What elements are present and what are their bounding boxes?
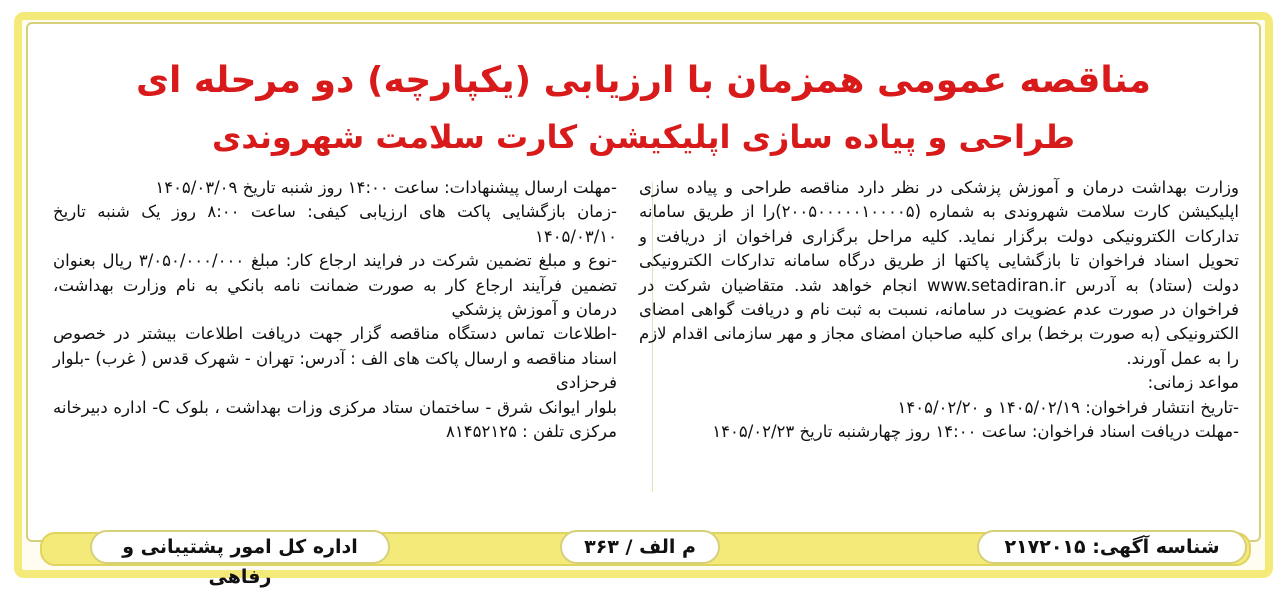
ad-id-badge: شناسه آگهی: ۲۱۷۲۰۱۵ <box>977 530 1247 564</box>
intro-paragraph: وزارت بهداشت درمان و آموزش پزشکی در نظر دارد مناقصه طراحی و پیاده سازی اپلیکیشن کارت سلامت شهروندی به شماره (۲۰۰۵۰۰۰۰۰۱۰۰۰۰۵)را از طریق سامانه تدارکات الکترونیکی دولت برگزار نماید. کلیه مراحل برگزاری فراخوان از دریافت و تحویل اسناد فراخوان تا بازگشایی پاکتها از طریق درگاه سامانه تدارکات الکترونیکی دولت (ستاد) به آدرس www.setadiran.ir انجام خواهد شد. متقاضیان شرکت در فراخوان در صورت عدم عضویت در سامانه، نسبت به ثبت نام و دریافت گواهی امضای الکترونیکی (به صورت برخط) برای کلیه صاحبان امضای مجاز و مهر سازمانی اقدام لازم را به عمل آورند. <box>639 178 1239 368</box>
documents-deadline: -مهلت دریافت اسناد فراخوان: ساعت ۱۴:۰۰ روز چهارشنبه تاریخ ۱۴۰۵/۰۲/۲۳ <box>712 422 1239 442</box>
guarantee-info: -نوع و مبلغ تضمین شرکت در فرایند ارجاع کار: مبلغ ۳/۰۵۰/۰۰۰/۰۰۰ ریال بعنوان تضمین فرآیند ارجاع کار به صورت ضمانت نامه بانکي به نام وزارت بهداشت، درمان و آموزش پزشکي <box>53 251 617 320</box>
footer-bar <box>40 532 1247 588</box>
opening-time: -زمان بازگشایی پاکت های ارزیابی کیفی: ساعت ۸:۰۰ روز یک شنبه تاریخ ۱۴۰۵/۰۳/۱۰ <box>53 202 617 246</box>
publish-date: -تاریخ انتشار فراخوان: ۱۴۰۵/۰۲/۱۹ و ۱۴۰۵/۰۲/۲۰ <box>897 397 1239 417</box>
code-badge: م الف / ۳۶۳ <box>560 530 720 564</box>
notice-title: مناقصه عمومی همزمان با ارزیابی (یکپارچه) دو مرحله ای <box>136 60 1151 101</box>
contact-info: -اطلاعات تماس دستگاه مناقصه گزار جهت دریافت اطلاعات بیشتر در خصوص اسناد مناقصه و ارسال پاکت های الف : آدرس: تهران - شهرک قدس ( غرب) -بلوار فرحزادی <box>53 324 617 393</box>
office-badge: اداره کل امور پشتیبانی و رفاهی <box>90 530 390 564</box>
right-column <box>639 176 1239 444</box>
notice-subtitle: طراحی و پیاده سازی اپلیکیشن کارت سلامت شهروندی <box>212 118 1075 156</box>
schedule-heading: مواعد زمانی: <box>1147 373 1239 393</box>
contact-address: بلوار ایوانک شرق - ساختمان ستاد مرکزی وزات بهداشت ، بلوک C- اداره دبیرخانه مرکزی تلفن : ۸۱۴۵۲۱۲۵ <box>53 397 618 442</box>
left-column <box>53 176 617 444</box>
submission-deadline: -مهلت ارسال پیشنهادات: ساعت ۱۴:۰۰ روز شنبه تاریخ ۱۴۰۵/۰۳/۰۹ <box>155 178 617 197</box>
